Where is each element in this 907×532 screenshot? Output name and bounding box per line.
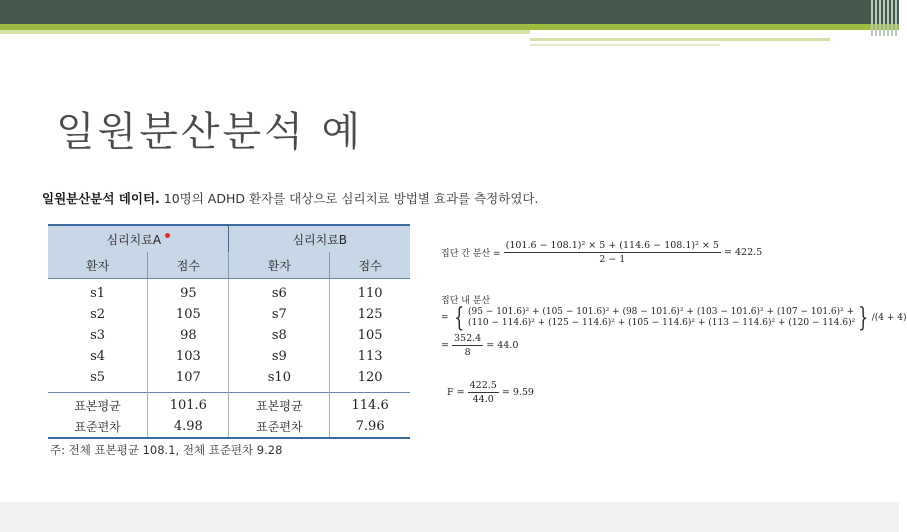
mean-label-b: 표본평균	[229, 393, 330, 417]
table-row	[48, 367, 410, 393]
score-b: 120	[330, 367, 410, 393]
table-caption	[42, 189, 538, 207]
caption-bold: 일원분산분석 데이터.	[42, 191, 160, 206]
score-a: 95	[148, 279, 229, 305]
sd-b: 7.96	[330, 416, 410, 438]
score-b: 110	[330, 279, 410, 305]
table-row	[48, 304, 410, 325]
patient-a: s5	[90, 370, 106, 385]
patient-a: s4	[90, 349, 106, 364]
red-dot-icon	[165, 233, 170, 238]
header-stripes	[871, 0, 899, 36]
within-line-2: (110 − 114.6)² + (125 − 114.6)² + (105 − 114.6)² + (113 − 114.6)² + (120 − 114.6)²	[467, 318, 856, 328]
between-numerator: (101.6 − 108.1)² × 5 + (114.6 − 108.1)² × 5	[505, 240, 719, 251]
header-line	[530, 38, 830, 41]
within-line-1: (95 − 101.6)² + (105 − 101.6)² + (98 − 101.6)² + (103 − 101.6)² + (107 − 101.6)² +	[467, 307, 855, 317]
table-row	[48, 279, 410, 305]
within2-numerator: 352.4	[454, 333, 482, 344]
table-row	[48, 346, 410, 367]
mean-row	[48, 393, 410, 417]
patient-b: s7	[229, 304, 330, 325]
within-divisor: /(4 + 4)	[871, 313, 907, 323]
within2-denominator: 8	[464, 347, 471, 358]
patient-a: s1	[90, 286, 106, 301]
within-label: 집단 내 분산	[441, 296, 491, 306]
f-fraction	[468, 380, 499, 405]
f-statistic-formula	[447, 380, 534, 405]
group-b-header: 심리치료B	[229, 225, 410, 252]
between-result: = 422.5	[724, 247, 763, 258]
score-a: 103	[148, 346, 229, 367]
f-label: F =	[447, 387, 465, 398]
within-variance-formula: = { (95 − 101.6)² + (105 − 101.6)² + (98 − 101.6)² + (103 − 101.6)² + (107 − 101.6)² + (110 − 114.6)² + (125 − 114.6)² + (105 − 114.6)² + (113 − 114.6)² + (120 − 114.6)² } /(4 + 4)	[441, 303, 907, 333]
patient-a: s2	[90, 307, 106, 322]
slide-title: 일원분산분석 예	[56, 109, 364, 155]
patient-b: s9	[229, 346, 330, 367]
mean-label-a: 표본평균	[48, 393, 148, 417]
f-denominator: 44.0	[472, 394, 494, 405]
caption-text: 10명의 ADHD 환자를 대상으로 심리치료 방법별 효과를 측정하였다.	[159, 191, 539, 206]
col-score-b: 점수	[330, 252, 410, 279]
mean-b: 114.6	[330, 393, 410, 417]
header-band-light	[0, 30, 530, 34]
col-patient-a: 환자	[48, 252, 148, 279]
mean-a: 101.6	[148, 393, 229, 417]
bottom-band	[0, 502, 899, 532]
col-score-a: 점수	[148, 252, 229, 279]
within-result-formula	[441, 333, 518, 358]
sd-row	[48, 416, 410, 438]
group-a-header: 심리치료A	[48, 225, 229, 252]
header-line-short	[530, 44, 720, 46]
within2-eq: =	[441, 340, 449, 351]
score-b: 105	[330, 325, 410, 346]
f-numerator: 422.5	[469, 380, 497, 391]
score-b: 113	[330, 346, 410, 367]
patient-b: s10	[229, 367, 330, 393]
f-result: = 9.59	[501, 387, 534, 398]
patient-b: s6	[229, 279, 330, 305]
within-terms	[468, 307, 855, 329]
table-note: 주: 전체 표본평균 108.1, 전체 표준편차 9.28	[50, 443, 283, 457]
table-row	[48, 325, 410, 346]
sd-label-b: 표준편차	[229, 416, 330, 438]
within-eq: =	[441, 313, 449, 323]
between-fraction	[504, 240, 721, 265]
between-denominator: 2 − 1	[599, 254, 626, 265]
between-variance-formula	[441, 240, 762, 265]
anova-data-table	[48, 224, 410, 439]
within2-fraction	[452, 333, 483, 358]
patient-a: s3	[90, 328, 106, 343]
score-a: 105	[148, 304, 229, 325]
patient-b: s8	[229, 325, 330, 346]
col-patient-b: 환자	[229, 252, 330, 279]
header-band-dark	[0, 0, 899, 24]
between-label: 집단 간 분산 =	[441, 249, 501, 259]
score-b: 125	[330, 304, 410, 325]
score-a: 98	[148, 325, 229, 346]
within2-result: = 44.0	[486, 340, 519, 351]
score-a: 107	[148, 367, 229, 393]
sd-label-a: 표준편차	[48, 416, 148, 438]
sd-a: 4.98	[148, 416, 229, 438]
